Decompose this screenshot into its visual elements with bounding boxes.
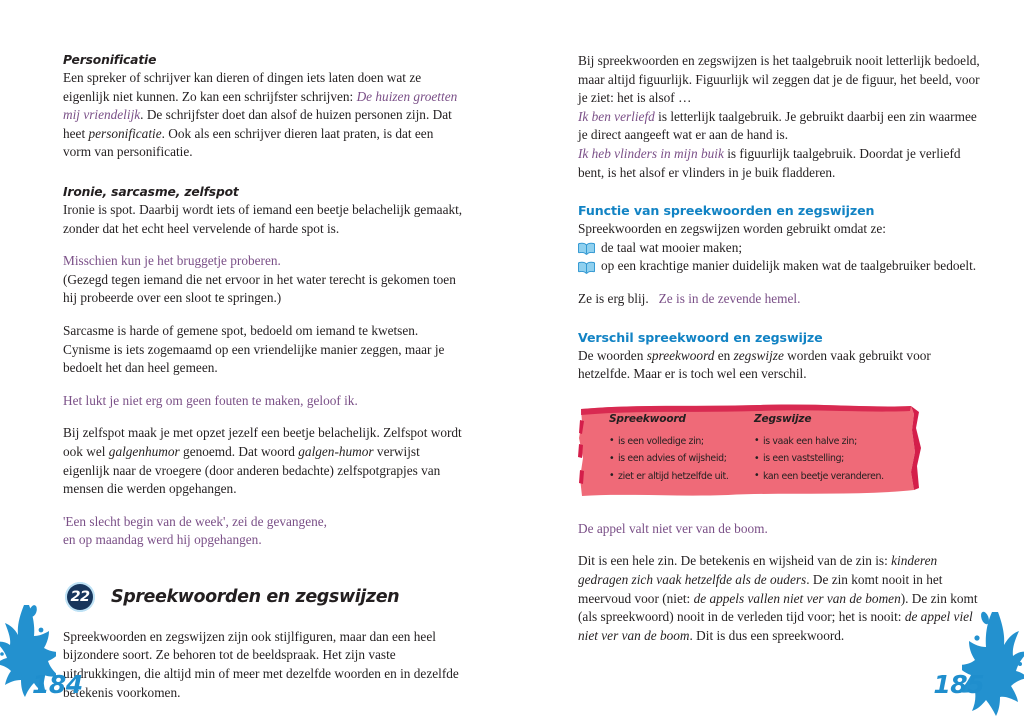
spacer bbox=[578, 276, 983, 290]
paragraph-zelfspot bbox=[63, 424, 463, 498]
list-item-label: op een krachtige manier duidelijk maken wat de taalgebruiker bedoelt. bbox=[601, 258, 977, 274]
open-book-icon bbox=[578, 261, 595, 274]
paragraph-taalgebruik-intro: Bij spreekwoorden en zegswijzen is het taalgebruik nooit letterlijk bedoeld, maar altijd figuurlijk. Figuurlijk wil zeggen dat je de figuur, het beeld, voor je ziet: het is alsof … bbox=[578, 53, 980, 106]
example-italic-run: De huizen groetten mij vriendelijk bbox=[63, 88, 458, 123]
list-item bbox=[578, 239, 983, 258]
example-italic-run: Ik ben verliefd bbox=[578, 108, 655, 124]
list-item: • is een vaststelling; bbox=[754, 450, 915, 468]
text-run: verwijst eigenlijk naar de vroegere (door anderen bedachte) zelfspotgrapjes van mensen die werden opgehangen. bbox=[63, 443, 441, 497]
example-bruggetje-line1: Misschien kun je het bruggetje proberen. bbox=[63, 253, 281, 269]
chapter-number: 22 bbox=[70, 588, 90, 605]
comparison-box-content bbox=[578, 400, 915, 500]
example-italic-run: Ik heb vlinders in mijn buik bbox=[578, 145, 724, 161]
spacer bbox=[63, 238, 463, 252]
list-item: • is een volledige zin; bbox=[609, 433, 746, 451]
italic-run: zegswijze bbox=[733, 347, 784, 363]
list-item: • is een advies of wijsheid; bbox=[609, 450, 746, 468]
spacer bbox=[63, 308, 463, 322]
example-gevangene-line1: 'Een slecht begin van de week', zei de gevangene, bbox=[63, 513, 327, 529]
spacer-gap bbox=[649, 291, 659, 306]
italic-run: spreekwoord bbox=[646, 347, 715, 363]
comparison-column-zegswijze bbox=[746, 400, 915, 500]
column-title: Zegswijze bbox=[754, 412, 812, 425]
open-book-icon bbox=[578, 242, 595, 255]
heading-personificatie: Personificatie bbox=[63, 53, 157, 67]
paragraph-closing bbox=[578, 552, 983, 645]
list-item: • kan een beetje veranderen. bbox=[754, 468, 915, 486]
heading-ironie-sarcasme-zelfspot: Ironie, sarcasme, zelfspot bbox=[63, 184, 239, 199]
figurative-sentence: Ze is in de zevende hemel. bbox=[658, 290, 801, 306]
badge-disc bbox=[67, 584, 93, 610]
spacer bbox=[578, 538, 983, 552]
column-title: Spreekwoord bbox=[609, 412, 686, 425]
left-page-column bbox=[63, 52, 463, 702]
chapter-number-badge bbox=[63, 580, 97, 614]
italic-run: de appel viel niet ver van de boom bbox=[578, 609, 973, 643]
text-run: worden vaak gebruikt voor hetzelfde. Maar er is toch wel een verschil. bbox=[578, 347, 931, 382]
comparison-column-spreekwoord bbox=[578, 400, 746, 500]
comparison-box bbox=[578, 400, 915, 500]
text-run: . Dit is dus een spreekwoord. bbox=[689, 627, 845, 643]
text-run: is letterlijk taalgebruik. Je gebruikt daarbij een zin waarmee je direct aangeeft wat er aan de hand is. bbox=[578, 108, 977, 143]
list-item: • ziet er altijd hetzelfde uit. bbox=[609, 468, 746, 486]
function-bullet-list bbox=[578, 239, 983, 276]
column-list bbox=[754, 433, 915, 486]
example-gevangene-line2: en op maandag werd hij opgehangen. bbox=[63, 532, 262, 548]
text-run: . De schrijfster doet dan alsof de huizen personen zijn. Dat heet bbox=[63, 107, 452, 141]
heading-functie: Functie van spreekwoorden en zegswijzen bbox=[578, 203, 875, 219]
spacer bbox=[578, 309, 983, 329]
text-run: . De zin komt nooit in het meervoud voor (niet: bbox=[578, 571, 943, 606]
spacer bbox=[63, 378, 463, 392]
list-item-label: de taal wat mooier maken; bbox=[601, 239, 743, 255]
paragraph-sarcasme: Sarcasme is harde of gemene spot, bedoeld om iemand te kwetsen. Cynisme is iets zogemaamd op een vriendelijke manier zeggen, maar je bedoelt het dan heel gemeen. bbox=[63, 322, 445, 376]
example-bruggetje-line2: (Gezegd tegen iemand die net ervoor in het water terecht is gekomen toen hij probeerde over een sloot te springen.) bbox=[63, 271, 456, 306]
chapter-title: Spreekwoorden en zegswijzen bbox=[111, 586, 400, 607]
italic-run: personificatie bbox=[88, 125, 162, 141]
paint-splash-right-decoration bbox=[962, 604, 1024, 721]
italic-run: galgen-humor bbox=[298, 443, 374, 459]
example-fouten: Het lukt je niet erg om geen fouten te maken, geloof ik. bbox=[63, 392, 358, 408]
text-run: De woorden bbox=[578, 347, 647, 363]
text-run: Bij zelfspot maak je met opzet jezelf een beetje belachelijk. Zelfspot wordt ook wel bbox=[63, 425, 462, 459]
heading-verschil: Verschil spreekwoord en zegswijze bbox=[578, 329, 823, 345]
paragraph-verschil-intro bbox=[578, 347, 983, 384]
spacer bbox=[63, 499, 463, 513]
list-item: • is vaak een halve zin; bbox=[754, 433, 915, 451]
example-appel: De appel valt niet ver van de boom. bbox=[578, 520, 768, 536]
text-run: en bbox=[714, 347, 734, 363]
page-number-left: 184 bbox=[32, 670, 83, 699]
spacer bbox=[578, 182, 983, 202]
text-run: ). De zin komt (als spreekwoord) nooit in de verleden tijd voor; het is nooit: bbox=[578, 590, 978, 625]
italic-run: de appels vallen niet ver van de bomen bbox=[693, 590, 901, 606]
text-run: Dit is een hele zin. De betekenis en wijsheid van de zin is: bbox=[578, 553, 892, 569]
text-run: . Ook als een schrijver dieren laat praten, is dat een vorm van personificatie. bbox=[63, 125, 434, 160]
column-list bbox=[609, 433, 746, 486]
text-run: is figuurlijk taalgebruik. Doordat je verliefd bent, is het alsof er vlinders in je buik fladderen. bbox=[578, 145, 961, 180]
italic-run: kinderen gedragen zich vaak hetzelfde als de ouders bbox=[578, 553, 938, 587]
plain-sentence: Ze is erg blij. bbox=[578, 290, 649, 306]
paragraph-chapter-intro: Spreekwoorden en zegswijzen zijn ook stijlfiguren, maar dan een heel bijzondere soort. Ze behoren tot de beeldspraak. Het zijn vaste uitdrukkingen, die altijd min of meer met dezelfde woorden en in dezelfde betekenis voorkomen. bbox=[63, 628, 459, 700]
chapter-heading bbox=[63, 580, 463, 614]
paragraph-personificatie bbox=[63, 69, 463, 162]
italic-run: galgenhumor bbox=[108, 443, 180, 459]
paragraph-figuurlijk bbox=[578, 145, 983, 182]
comparison-line bbox=[578, 290, 983, 309]
page-number-right: 185 bbox=[933, 670, 984, 699]
paragraph-ironie: Ironie is spot. Daarbij wordt iets of iemand een beetje belachelijk gemaakt, zonder dat het echt heel vervelende of harde spot is. bbox=[63, 201, 463, 236]
list-item bbox=[578, 257, 983, 276]
paragraph-functie-intro: Spreekwoorden en zegswijzen worden gebruikt omdat ze: bbox=[578, 221, 886, 237]
right-page-column bbox=[578, 52, 983, 645]
paragraph-letterlijk bbox=[578, 108, 983, 145]
spacer bbox=[63, 410, 463, 424]
text-run: genoemd. Dat woord bbox=[179, 443, 299, 459]
text-run: Een spreker of schrijver kan dieren of dingen iets laten doen wat ze eigenlijk niet kunnen. Zo kan een schrijfster schrijven: bbox=[63, 70, 422, 104]
